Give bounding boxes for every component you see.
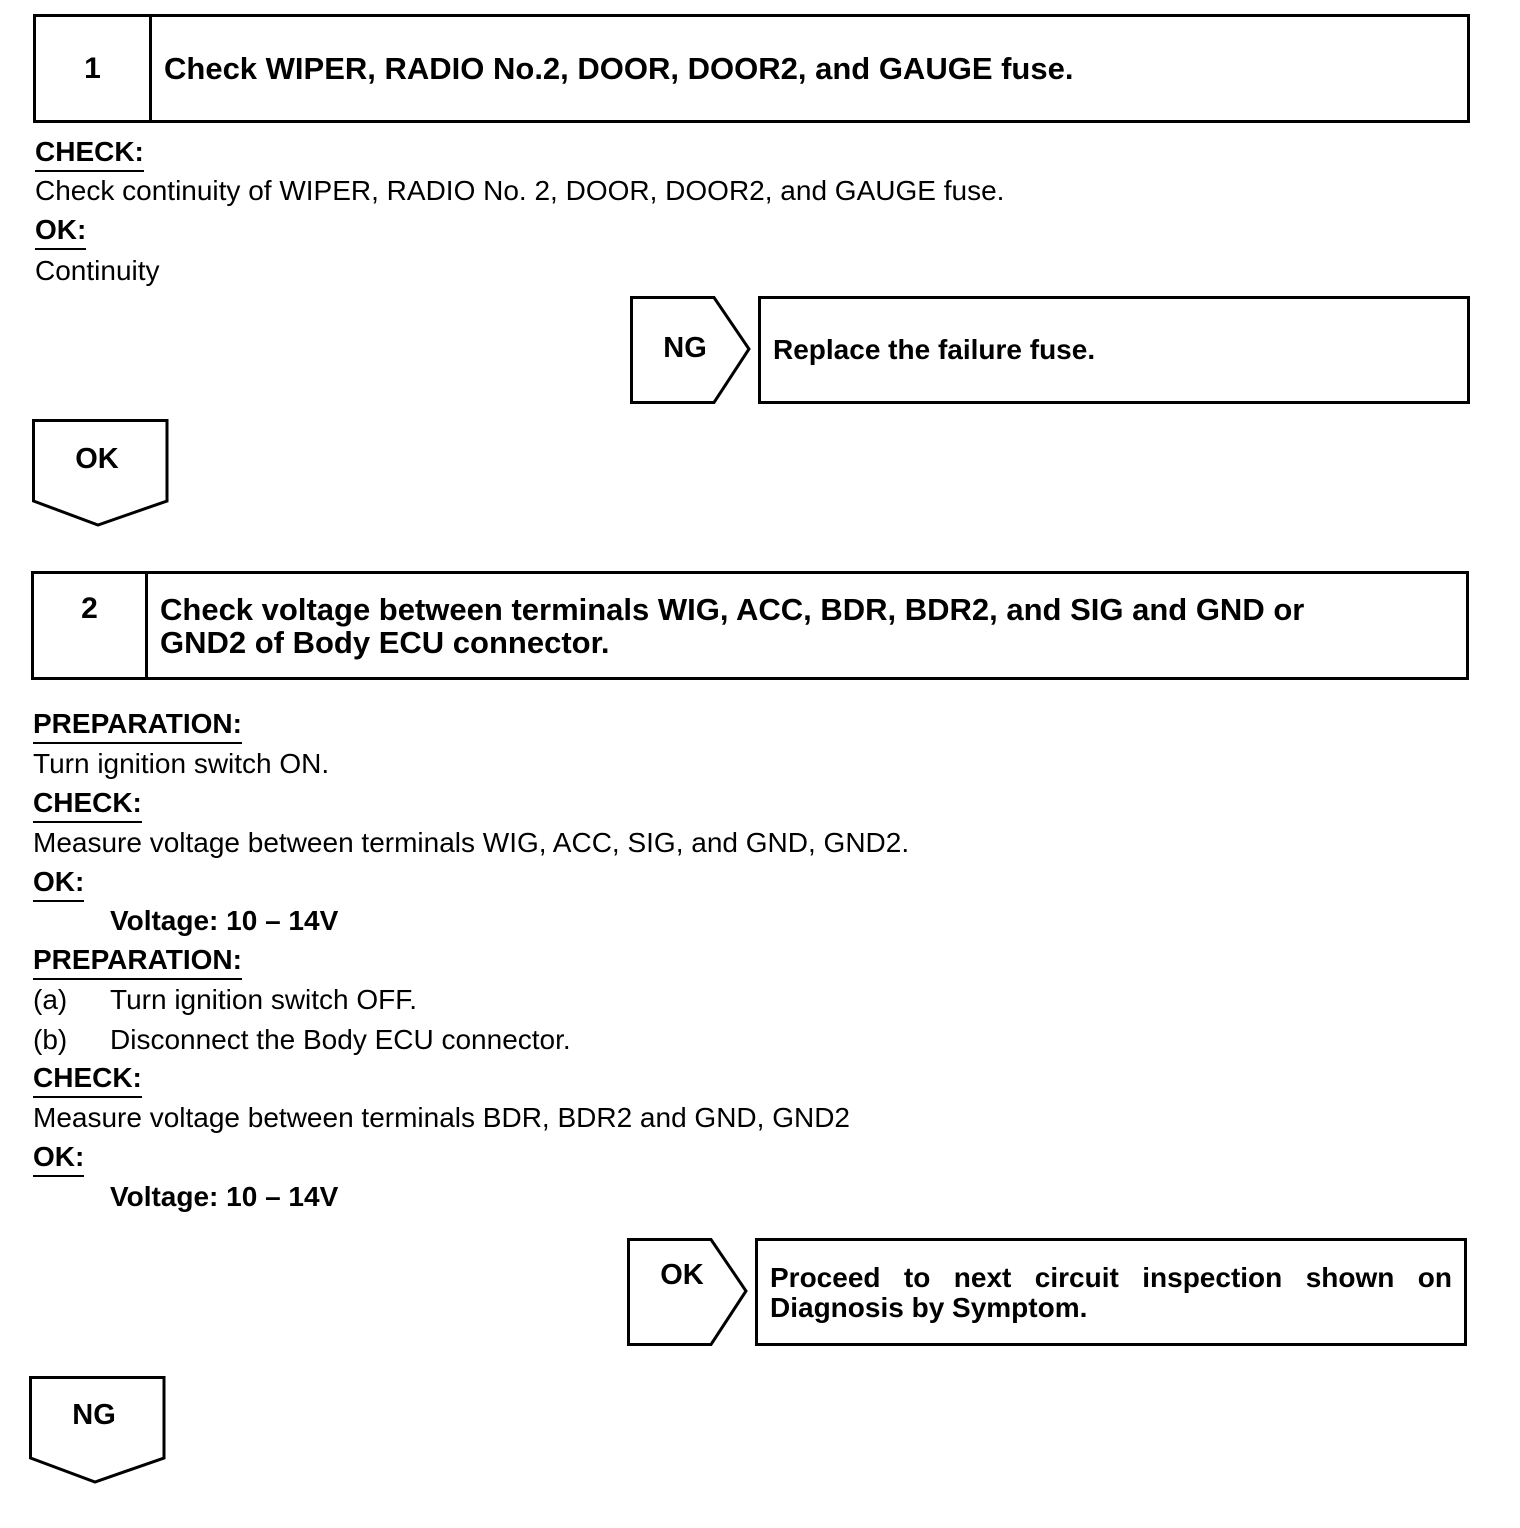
step-2-title xyxy=(148,574,1304,677)
step-2-prep-2-item-b-text: Disconnect the Body ECU connector. xyxy=(110,1024,571,1055)
step-1-title: Check WIPER, RADIO No.2, DOOR, DOOR2, and GAUGE fuse. xyxy=(164,51,1074,86)
step-2-prep-2-item-b-marker: (b) xyxy=(33,1024,68,1055)
step-2-ok-result-line-1: Proceed to next circuit inspection shown on xyxy=(770,1262,1452,1293)
step-2-ok-result-box xyxy=(755,1238,1467,1346)
step-2-ok-result-line-2: Diagnosis by Symptom. xyxy=(770,1292,1088,1323)
step-2-prep-2-label: PREPARATION: xyxy=(33,944,242,980)
step-1-ok-label: OK xyxy=(75,443,119,475)
step-2-number: 2 xyxy=(34,574,148,677)
step-1-header xyxy=(33,14,1470,123)
step-1-ng-label: NG xyxy=(663,332,707,364)
step-1-ok-label: OK: xyxy=(35,214,86,250)
step-1-number: 1 xyxy=(36,17,152,120)
step-1-check-label: CHECK: xyxy=(35,136,144,172)
step-2-prep-1-text: Turn ignition switch ON. xyxy=(33,748,330,779)
step-2-check-1-text: Measure voltage between terminals WIG, ACC, SIG, and GND, GND2. xyxy=(33,827,910,858)
step-1-ng-result-box xyxy=(758,296,1470,404)
step-2-ok-arrow-shape xyxy=(627,1238,749,1346)
step-2-prep-2-item-a-marker: (a) xyxy=(33,984,68,1015)
step-2-check-2-text: Measure voltage between terminals BDR, BDR2 and GND, GND2 xyxy=(33,1102,851,1133)
step-2-check-1-label: CHECK: xyxy=(33,787,142,823)
step-2-header xyxy=(31,571,1469,680)
step-2-ok-label: OK xyxy=(660,1259,704,1291)
step-2-ng-label: NG xyxy=(72,1399,116,1431)
step-2-ok-2-value: Voltage: 10 – 14V xyxy=(110,1181,339,1212)
step-2-title-line-1: Check voltage between terminals WIG, ACC, BDR, BDR2, and SIG and GND or xyxy=(160,591,1305,627)
step-1-check-text: Check continuity of WIPER, RADIO No. 2, DOOR, DOOR2, and GAUGE fuse. xyxy=(35,175,1005,206)
step-1-ng-result-text: Replace the failure fuse. xyxy=(773,334,1096,365)
step-2-ok-2-label: OK: xyxy=(33,1141,84,1177)
step-2-title-line-2: GND2 of Body ECU connector. xyxy=(160,624,610,660)
step-2-prep-2-item-a-text: Turn ignition switch OFF. xyxy=(110,984,418,1015)
step-2-check-2-label: CHECK: xyxy=(33,1062,142,1098)
step-2-prep-1-label: PREPARATION: xyxy=(33,708,242,744)
step-2-ok-1-label: OK: xyxy=(33,866,84,902)
step-2-ok-1-value: Voltage: 10 – 14V xyxy=(110,905,339,936)
step-1-ok-text: Continuity xyxy=(35,255,160,286)
